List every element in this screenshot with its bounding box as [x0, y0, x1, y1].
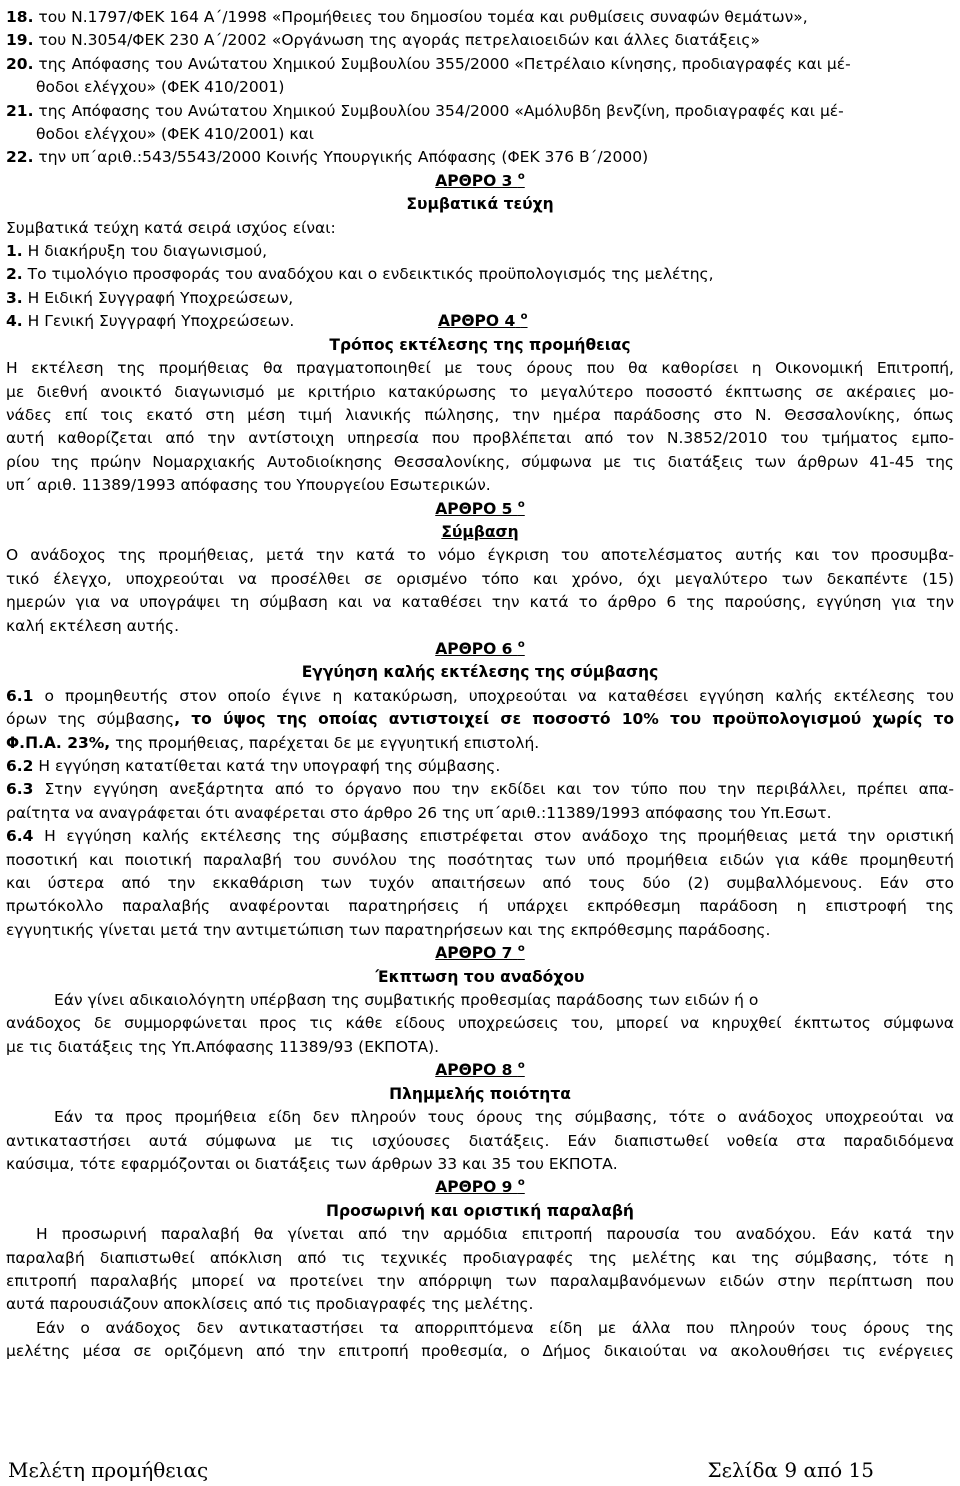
item-text: του Ν.3054/ΦΕΚ 230 Α΄/2002 «Οργάνωση της αγοράς πετρελαιοειδών και άλλες διατάξεις» — [33, 31, 760, 50]
article-8-title: Πλημμελής ποιότητα — [389, 1084, 571, 1103]
item-number: 2. — [6, 265, 23, 284]
list-item — [6, 6, 954, 29]
article-6-heading — [6, 638, 954, 661]
article-9-title: Προσωρινή και οριστική παραλαβή — [326, 1201, 634, 1220]
paragraph-line: και ύστερα από την εκκαθάριση των τυχόν απαιτήσεων από τους δύο (2) συμβαλλόμενους. Εάν στο — [6, 874, 954, 893]
paragraph-line: καλή εκτέλεση αυτής. — [6, 616, 179, 635]
item-number: 21. — [6, 101, 34, 120]
paragraph-line: ρίου της πρώην Νομαρχιακής Αυτοδιοίκησης Θεσσαλονίκης, σύμφωνα με τις διατάξεις των άρθρων 41-45 της — [6, 452, 954, 471]
article-7-heading — [6, 942, 954, 965]
paragraph-line — [6, 778, 954, 801]
paragraph-line: με διεθνή ανοικτό διαγωνισμό με κριτήριο κατακύρωσης το μεγαλύτερο ποσοστό έκπτωσης σε ακέραιες μο- — [6, 382, 954, 401]
item-text: της Απόφασης του Ανώτατου Χημικού Συμβουλίου 354/2000 «Αμόλυβδη βενζίνη, προδιαγραφές και μέ- — [33, 101, 844, 120]
paragraph-line: Η προσωρινή παραλαβή θα γίνεται από την αρμόδια επιτροπή παρουσία του αναδόχου. Εάν κατά την — [36, 1225, 954, 1244]
article-3-heading — [6, 170, 954, 193]
paragraph-text: Η εγγύηση καλής εκτέλεσης της σύμβασης επιστρέφεται στον ανάδοχο της προμήθειας μετά την οριστική — [33, 827, 954, 846]
item-text: Η Ειδική Συγγραφή Υποχρεώσεων, — [22, 288, 294, 307]
ordinal-sup: ο — [517, 170, 525, 182]
ordinal-sup: ο — [517, 1177, 525, 1189]
paragraph-text-bold: Φ.Π.Α. 23%, — [6, 733, 111, 752]
paragraph-line: εγγυητικής γίνεται μετά την αντιμετώπιση των παρατηρήσεων και της εκπρόθεσμης παράδοσης. — [6, 920, 771, 939]
paragraph-line: Η εκτέλεση της προμήθειας θα πραγματοποιηθεί με τους όρους που θα καθορίσει η Οικονομική Επιτροπή, — [6, 359, 954, 378]
item-number: 18. — [6, 8, 34, 26]
paragraph-text: Η εγγύηση κατατίθεται κατά την υπογραφή της σύμβασης. — [33, 757, 501, 775]
ordinal-sup: ο — [517, 498, 525, 510]
paragraph-line: παραλαβή διαπιστωθεί απόκλιση από τις τεχνικές προδιαγραφές της μελέτης και της σύμβασης, τότε η — [6, 1248, 954, 1267]
paragraph-line: αντικαταστήσει αυτά σύμφωνα με τις ισχύουσες διατάξεις. Εάν διαπιστωθεί νοθεία στα παραδιδόμενα — [6, 1131, 954, 1150]
item-text: :543/5543/2000 Κοινής Υπουργικής Απόφασης (ΦΕΚ 376 Β΄/2000) — [136, 148, 649, 167]
paragraph-line: Εάν γίνει αδικαιολόγητη υπέρβαση της συμβατικής προθεσμίας παράδοσης των ειδών ή ο — [54, 991, 759, 1010]
paragraph-line: με τις διατάξεις της Υπ.Απόφασης 11389/93 (ΕΚΠΟΤΑ). — [6, 1037, 440, 1056]
list-item — [6, 146, 954, 169]
paragraph-line — [6, 732, 954, 755]
page-footer — [8, 1458, 874, 1482]
item-text: του Ν.1797/ΦΕΚ 164 Α΄/1998 «Προμήθειες του δημοσίου τομέα και ρυθμίσεις συναφών θεμάτων», — [33, 8, 808, 26]
paragraph-number: 6.2 — [6, 757, 34, 775]
article-5-title — [6, 521, 954, 544]
title-text: Σύμβαση — [441, 522, 519, 541]
list-item — [6, 53, 954, 76]
item-number: 19. — [6, 31, 34, 50]
article-9-heading — [6, 1176, 954, 1199]
paragraph-line: Εάν τα προς προμήθεια είδη δεν πληρούν τους όρους της σύμβασης, τότε ο ανάδοχος υποχρεούται να — [54, 1108, 954, 1127]
paragraph-line: τικό έλεγχο, υποχρεούται να προσέλθει σε ορισμένο τόπο και χρόνο, όχι μεγαλύτερο των δεκαπέντε (15) — [6, 569, 954, 588]
document-page — [6, 6, 954, 1364]
article-4-heading — [438, 310, 528, 333]
paragraph-line: ποσοτική και ποιοτική παραλαβή του συνόλου της ποσότητας των υπό προμήθεια ειδών για κάθε προμηθευτή — [6, 850, 954, 869]
item-text: Το τιμολόγιο προσφοράς του αναδόχου και ο ενδεικτικός προϋπολογισμός της μελέτης, — [22, 265, 714, 284]
list-item — [6, 263, 954, 286]
paragraph-text-bold: , το ύψος της οποίας αντιστοιχεί σε ποσοστό 10% του προϋπολογισμού χωρίς το — [174, 710, 954, 729]
article-number: ΑΡΘΡΟ 6 — [435, 639, 513, 658]
paragraph-number: 6.4 — [6, 827, 34, 846]
paragraph-line: αυτή καθορίζεται από την αντίστοιχη υπηρεσία που προβλέπεται από τον Ν.3852/2010 του τμήματος εμπο- — [6, 429, 954, 448]
paragraph-line: πρωτόκολλο παραλαβής αναφέρονται παρατηρήσεις ή υπάρχει εκπρόθεσμη παράδοση η επιστροφή της — [6, 897, 954, 916]
paragraph-line: επιτροπή παραλαβής μπορεί να προτείνει την απόρριψη των παραλαμβανόμενων ειδών στην περίπτωση που — [6, 1271, 954, 1290]
paragraph-text: όρων της σύμβασης — [6, 710, 175, 729]
article-6-title: Εγγύηση καλής εκτέλεσης της σύμβασης — [301, 663, 659, 682]
article-number: ΑΡΘΡΟ 4 — [438, 312, 516, 331]
item-number: 4. — [6, 312, 23, 331]
footer-document-title: Μελέτη προμήθειας — [8, 1458, 209, 1482]
article-5-heading — [6, 498, 954, 521]
list-item-continuation: θοδοι ελέγχου» (ΦΕΚ 410/2001) — [36, 78, 285, 97]
item-number: 20. — [6, 54, 34, 73]
article-number: ΑΡΘΡΟ 5 — [435, 499, 513, 518]
article-8-heading — [6, 1059, 954, 1082]
item-number: 22. — [6, 148, 34, 167]
paragraph-line: ανάδοχος δε συμμορφώνεται προς τις κάθε είδους υποχρεώσεις του, μπορεί να κηρυχθεί έκπτωτος σύμφωνα — [6, 1014, 954, 1033]
article-4-title: Τρόπος εκτέλεσης της προμήθειας — [329, 335, 631, 354]
item-text: Η Γενική Συγγραφή Υποχρεώσεων. — [22, 312, 295, 331]
paragraph-line: ραίτητα να αναγράφεται ότι αναφέρεται στο άρθρο 26 της υπ΄αριθ.:11389/1993 απόφασης του Υπ.Εσωτ. — [6, 803, 832, 822]
list-item — [6, 240, 954, 263]
paragraph-line: ημερών για να υπογράψει τη σύμβαση και να καταθέσει την κατά το άρθρο 6 της παρούσης, εγγύηση για την — [6, 593, 954, 612]
list-item — [6, 310, 954, 333]
item-number: 1. — [6, 242, 23, 261]
article-number: ΑΡΘΡΟ 3 — [435, 171, 513, 190]
item-number: 3. — [6, 288, 23, 307]
paragraph-line: αυτά παρουσιάζουν αποκλίσεις από τις προδιαγραφές της μελέτης. — [6, 1295, 534, 1314]
paragraph-line: Συμβατικά τεύχη κατά σειρά ισχύος είναι: — [6, 218, 336, 237]
ordinal-sup: ο — [517, 638, 525, 650]
article-number: ΑΡΘΡΟ 7 — [435, 944, 513, 963]
item-text: την υπ΄αριθ. — [33, 148, 137, 167]
ordinal-sup: ο — [517, 943, 525, 955]
paragraph-text: ο προμηθευτής στον οποίο έγινε η κατακύρωση, υποχρεούται να καταθέσει εγγύηση καλής εκτέλεσης του — [33, 686, 954, 705]
paragraph-line: Ο ανάδοχος της προμήθειας, μετά την κατά το νόμο έγκριση του αποτελέσματος αυτής και τον προσυμβα- — [6, 546, 954, 565]
article-3-title: Συμβατικά τεύχη — [406, 195, 554, 214]
article-7-title: Έκπτωση του αναδόχου — [375, 967, 585, 986]
paragraph-text: της προμήθειας, παρέχεται δε με εγγυητική επιστολή. — [110, 733, 540, 752]
item-text: της Απόφασης του Ανώτατου Χημικού Συμβουλίου 355/2000 «Πετρέλαιο κίνησης, προδιαγραφές και μέ- — [33, 54, 851, 73]
article-number: ΑΡΘΡΟ 8 — [435, 1061, 513, 1080]
ordinal-sup: ο — [520, 311, 528, 323]
paragraph-line: υπ΄ αριθ. 11389/1993 απόφασης του Υπουργείου Εσωτερικών. — [6, 476, 491, 495]
paragraph-number: 6.3 — [6, 780, 34, 799]
paragraph-text: Στην εγγύηση ανεξάρτητα από το όργανο που την εκδίδει και τον τύπο που την περιβάλλει, πρέπει απα- — [33, 780, 954, 799]
list-item — [6, 287, 954, 310]
footer-page-number: Σελίδα 9 από 15 — [707, 1458, 874, 1482]
paragraph-line — [6, 685, 954, 708]
paragraph-line — [6, 825, 954, 848]
item-text: Η διακήρυξη του διαγωνισμού, — [22, 242, 268, 261]
list-item — [6, 29, 954, 52]
paragraph-line — [6, 755, 954, 778]
paragraph-line: νάδες επί τοις εκατό στη μέση τιμή λιανικής πώλησης, την ημέρα παράδοσης στο Ν. Θεσσαλονίκης, όπως — [6, 405, 954, 424]
paragraph-number: 6.1 — [6, 686, 34, 705]
ordinal-sup: ο — [517, 1060, 525, 1072]
list-item-continuation: θοδοι ελέγχου» (ΦΕΚ 410/2001) και — [36, 125, 314, 144]
paragraph-line — [6, 708, 954, 731]
paragraph-line: μελέτης μέσα σε οριζόμενη από την επιτροπή προθεσμία, ο Δήμος δικαιούται να ακολουθήσει τις ενέργειες — [6, 1342, 954, 1361]
paragraph-line: καύσιμα, τότε εφαρμόζονται οι διατάξεις των άρθρων 33 και 35 του ΕΚΠΟΤΑ. — [6, 1154, 618, 1173]
paragraph-line: Εάν ο ανάδοχος δεν αντικαταστήσει τα απορριπτόμενα είδη με άλλα που πληρούν τους όρους της — [36, 1318, 954, 1337]
list-item — [6, 100, 954, 123]
article-number: ΑΡΘΡΟ 9 — [435, 1178, 513, 1197]
